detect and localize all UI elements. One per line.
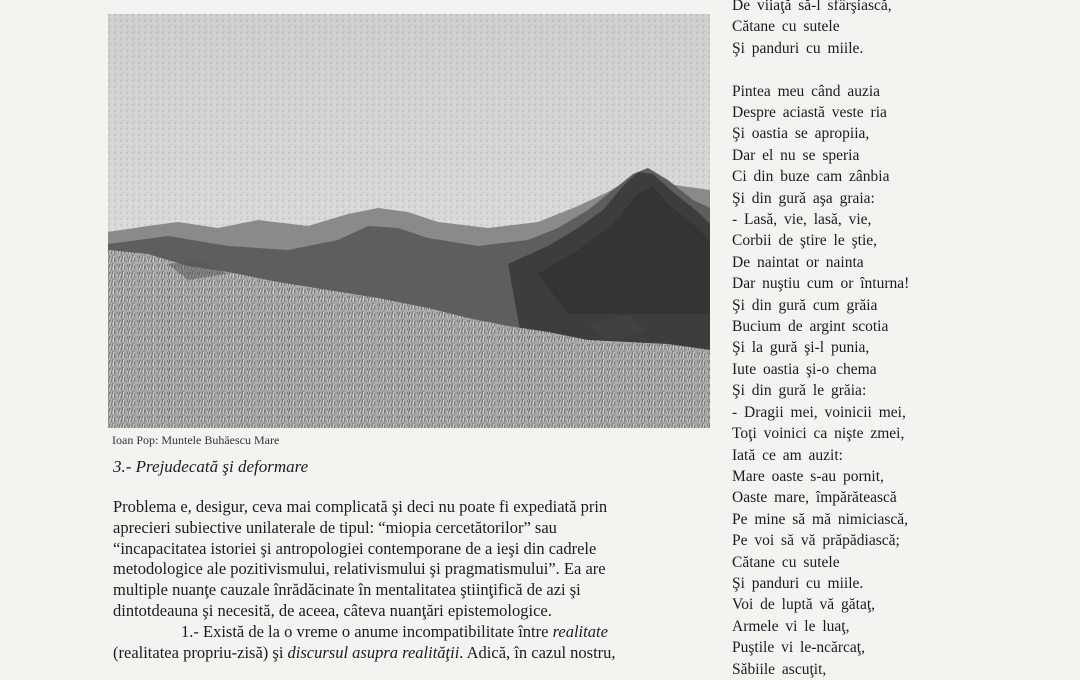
body-line: Problema e, desigur, ceva mai complicată şi deci nu poate fi expediată prin [113, 497, 608, 516]
stanza-gap [732, 59, 1072, 80]
para2-text: . Adică, în cazul nostru, [459, 642, 616, 662]
poem-line: Pe mine să mă nimiciască, [732, 510, 908, 528]
body-text [113, 497, 713, 663]
body-line: aprecieri subiective unilaterale de tipul: “miopia cercetătorilor” sau [113, 517, 557, 537]
poem-line: Despre aciastă veste ria [732, 104, 887, 122]
poem-line: Şi din gură le grăia: [732, 382, 867, 400]
poem-line: - Dragii mei, voinicii mei, [732, 403, 906, 421]
poem-line: Cătane cu sutele [732, 18, 840, 36]
poem-line: Dar el nu se speria [732, 146, 860, 164]
poem-line: Iată ce am auzit: [732, 446, 843, 464]
poem-line: Bucium de argint scotia [732, 318, 889, 336]
poem-line: Şi la gură şi-l punia, [732, 339, 870, 357]
poem-line: De naintat or nainta [732, 253, 864, 271]
mountain-landscape-image [108, 14, 710, 428]
para2-text: (realitatea propriu-zisă) şi [113, 642, 288, 662]
body-line: “incapacitatea istoriei şi antropologiei contemporane de a ieşi din cadrele [113, 538, 597, 558]
poem-line: Ci din buze cam zânbia [732, 168, 890, 186]
paragraph-2-line-2 [113, 643, 713, 664]
body-line: multiple nuanţe cauzale înrădăcinate în mentalitatea ştiinţifică de azi şi [113, 580, 581, 600]
photo-caption: Ioan Pop: Muntele Buhăescu Mare [112, 433, 280, 447]
mountain-photo [108, 14, 710, 428]
poem-line: Pe voi să vă prăpădiască; [732, 532, 900, 550]
poem-line: Oaste mare, împărătească [732, 489, 897, 507]
poem-line: - Lasă, vie, lasă, vie, [732, 211, 872, 229]
poem-line: Cătane cu sutele [732, 553, 840, 571]
section-title: 3.- Prejudecată şi deformare [113, 457, 309, 476]
poem-line: Voi de luptă vă gătaţ, [732, 596, 876, 614]
poem-line: Şi panduri cu miile. [732, 574, 864, 592]
poem-line: Corbii de ştire le ştie, [732, 232, 878, 250]
poem-line: Şi din gură aşa graia: [732, 189, 875, 207]
poem-line: Toţi voinici ca nişte zmei, [732, 425, 905, 443]
paragraph-2-line-1 [113, 622, 713, 643]
para2-emphasis: realitate [552, 621, 608, 641]
body-line: metodologice ale pozitivismului, relativismului şi pragmatismului”. Ea are [113, 559, 606, 579]
poem-column [732, 0, 1072, 680]
poem-line: Şi panduri cu miile. [732, 39, 864, 57]
para2-emphasis: discursul asupra realităţii [287, 642, 460, 662]
poem-line: Săbiile ascuţit, [732, 660, 827, 678]
poem-line: De viiaţă să-l sfârşiască, [732, 0, 892, 14]
poem-line: Iute oastia şi-o chema [732, 360, 877, 378]
poem-line: Şi din gură cum grăia [732, 296, 878, 314]
body-line: dintotdeauna şi necesită, de aceea, câteva nuanţări epistemologice. [113, 600, 552, 620]
para2-text: 1.- Există de la o vreme o anume incompatibilitate între [181, 621, 553, 641]
poem-line: Armele vi le luaţ, [732, 617, 850, 635]
poem-line: Dar nuştiu cum or înturna! [732, 275, 910, 293]
poem-line: Şi oastia se apropiia, [732, 125, 870, 143]
poem-line: Puştile vi le-ncărcaţ, [732, 639, 865, 657]
poem-line: Mare oaste s-au pornit, [732, 467, 884, 485]
poem-line: Pintea meu când auzia [732, 82, 881, 100]
